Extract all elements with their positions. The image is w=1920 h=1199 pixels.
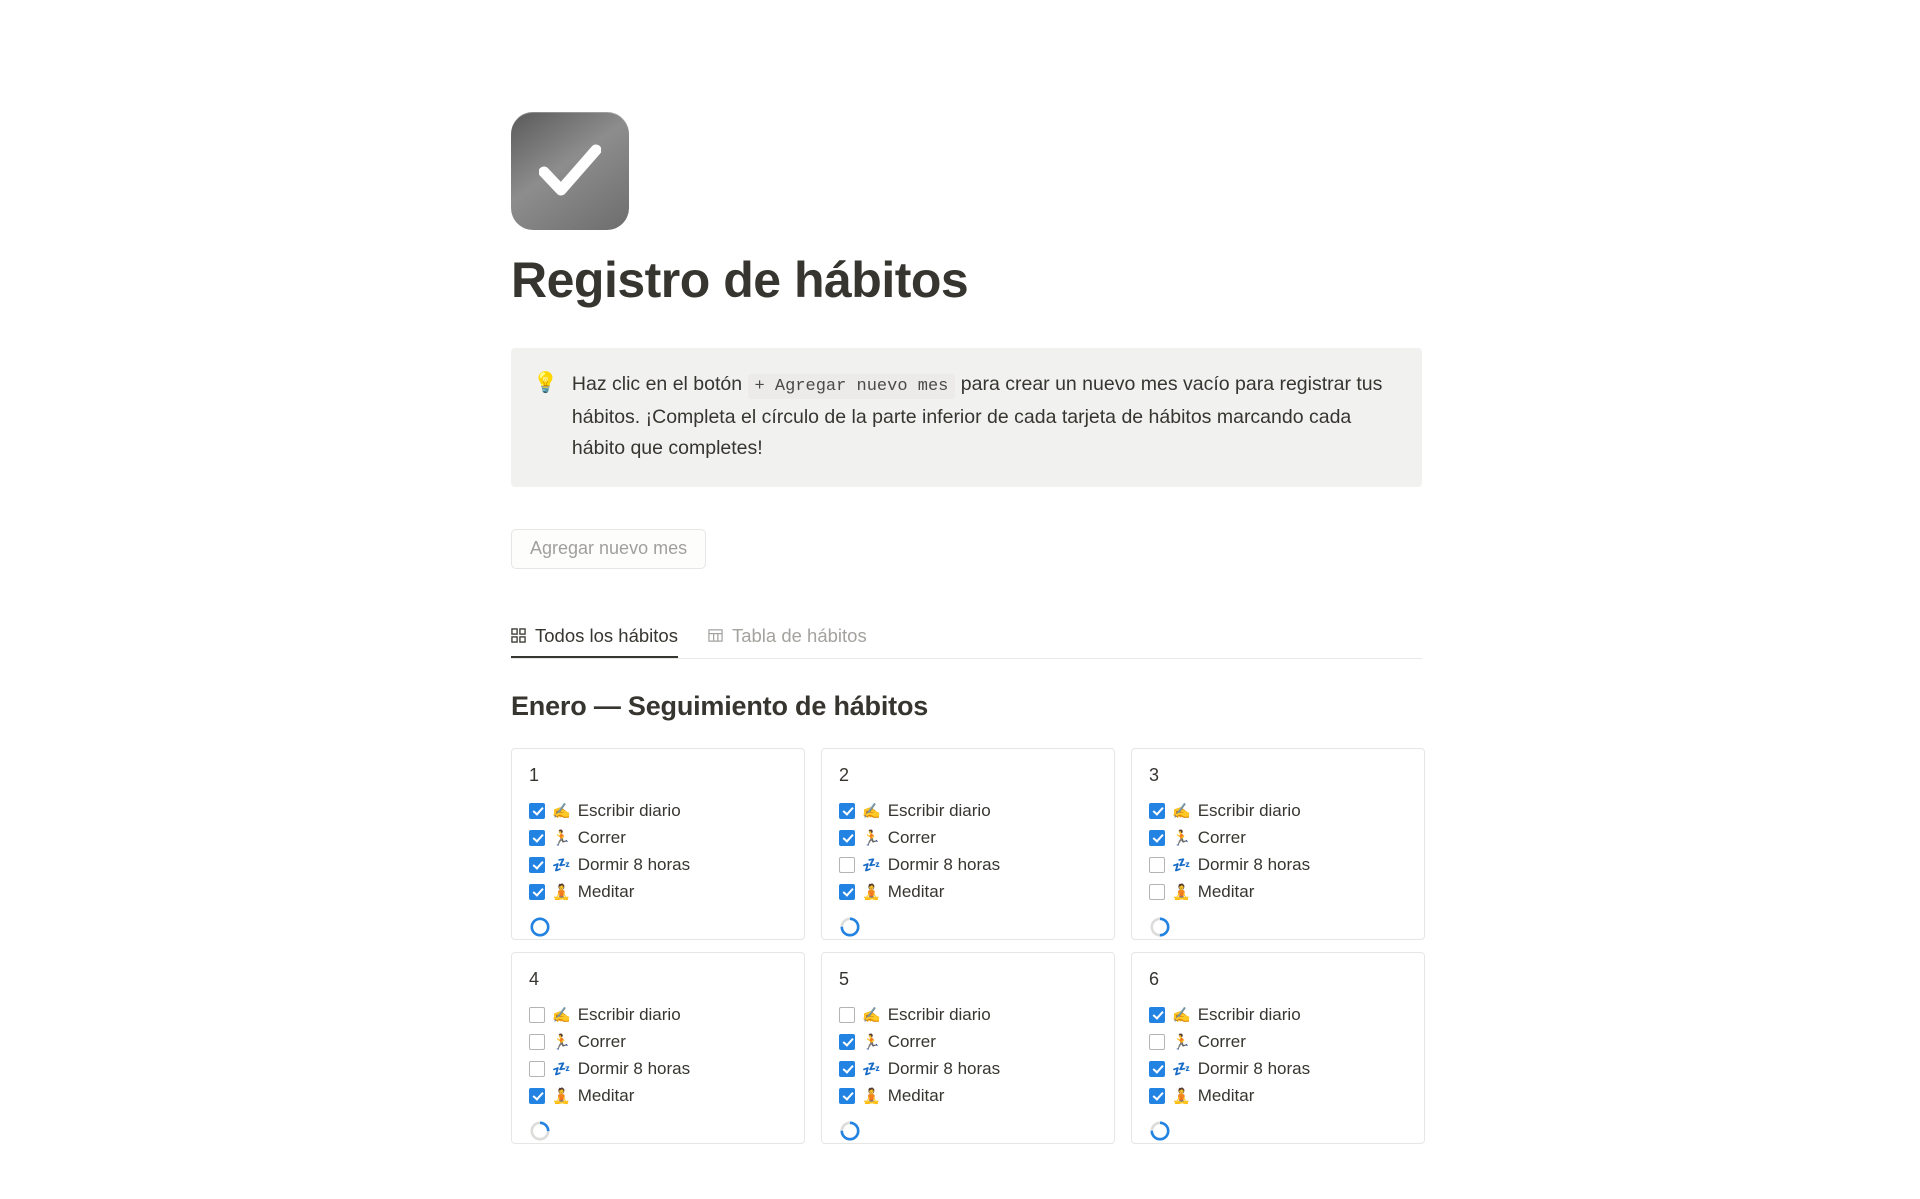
habit-checkbox[interactable] [1149,884,1165,900]
habit-emoji-icon: 🧘 [1172,1087,1191,1105]
habit-progress-ring [839,1120,861,1142]
table-view-icon [708,628,723,643]
habit-card-day: 5 [839,968,850,989]
callout-text [572,369,1398,464]
habit-row [1149,798,1407,825]
habit-row [529,1056,787,1083]
habit-label: Correr [1197,828,1246,847]
habit-row [839,825,1097,852]
tab-all-habits[interactable] [511,625,678,658]
habit-checkbox[interactable] [529,1034,545,1050]
page-content [511,0,1431,1144]
habit-emoji-icon: 🏃 [1172,1033,1191,1051]
habit-checkbox[interactable] [529,1007,545,1023]
callout [511,348,1422,487]
habit-row [839,1083,1097,1110]
habit-emoji-icon: ✍️ [1172,802,1191,820]
habit-row [1149,879,1407,906]
habit-emoji-icon: 🧘 [862,883,881,901]
callout-inline-code: + Agregar nuevo mes [748,374,956,399]
habit-checkbox[interactable] [1149,1088,1165,1104]
habit-emoji-icon: 💤 [552,856,571,874]
habit-emoji-icon: 🏃 [552,829,571,847]
habit-checkbox[interactable] [529,1088,545,1104]
habit-checkbox[interactable] [1149,830,1165,846]
habit-row [839,798,1097,825]
habit-row [529,1083,787,1110]
callout-text-after: para crear un nuevo mes vacío para registrar tus hábitos. ¡Completa el círculo de la parte inferior de cada tarjeta de hábitos marcando cada hábito que completes! [571,372,1383,459]
habit-card-day: 4 [529,968,540,989]
habit-checkbox[interactable] [839,830,855,846]
habit-label: Escribir diario [1197,1005,1301,1024]
habit-progress-ring [529,916,551,938]
habit-checkbox[interactable] [1149,803,1165,819]
habit-card-day: 2 [839,764,850,785]
add-new-month-button[interactable]: Agregar nuevo mes [511,529,706,569]
habit-card-day: 1 [529,764,540,785]
habit-row [529,798,787,825]
habit-row [529,879,787,906]
habit-emoji-icon: 🧘 [552,1087,571,1105]
habit-progress-ring [1149,916,1171,938]
habit-card-day: 6 [1149,968,1160,989]
habit-checkbox[interactable] [839,857,855,873]
tab-habits-table[interactable] [708,625,867,658]
habit-emoji-icon: ✍️ [1172,1006,1191,1024]
habit-row [529,1029,787,1056]
habit-emoji-icon: ✍️ [552,802,571,820]
habit-label: Escribir diario [887,801,991,820]
habit-row [1149,825,1407,852]
habit-row [529,1002,787,1029]
habit-label: Meditar [887,882,945,901]
habit-label: Dormir 8 horas [577,1059,691,1078]
habit-label: Escribir diario [887,1005,991,1024]
habit-card [511,748,805,940]
habit-progress-ring [1149,1120,1171,1142]
habit-checkbox[interactable] [529,857,545,873]
habit-checkbox[interactable] [1149,1061,1165,1077]
habit-emoji-icon: ✍️ [862,802,881,820]
tab-habits-table-label: Tabla de hábitos [731,624,867,646]
habit-checkbox[interactable] [1149,1007,1165,1023]
habit-row [1149,852,1407,879]
page-title: Registro de hábitos [511,252,969,308]
habit-emoji-icon: ✍️ [552,1006,571,1024]
habit-emoji-icon: 🏃 [1172,829,1191,847]
habit-label: Correr [887,1032,936,1051]
habit-checkbox[interactable] [1149,1034,1165,1050]
habit-checkbox[interactable] [839,884,855,900]
habit-checkbox[interactable] [839,1034,855,1050]
habit-row [839,852,1097,879]
habit-label: Correr [577,1032,626,1051]
habit-label: Dormir 8 horas [1197,855,1311,874]
habit-checkbox[interactable] [529,884,545,900]
habit-cards-grid [511,748,1431,1144]
callout-text-before: Haz clic en el botón [571,372,743,395]
habit-row [529,852,787,879]
habit-row [529,825,787,852]
habit-card [511,952,805,1144]
habit-checkbox[interactable] [529,830,545,846]
habit-label: Escribir diario [577,801,681,820]
habit-label: Escribir diario [1197,801,1301,820]
habit-progress-ring [529,1120,551,1142]
habit-progress-ring [839,916,861,938]
habit-label: Correr [1197,1032,1246,1051]
habit-label: Meditar [577,1086,635,1105]
habit-emoji-icon: 🧘 [1172,883,1191,901]
grid-view-icon [511,628,526,643]
habit-emoji-icon: ✍️ [862,1006,881,1024]
habit-emoji-icon: 🏃 [862,829,881,847]
habit-label: Meditar [577,882,635,901]
habit-card [1131,748,1425,940]
habit-label: Escribir diario [577,1005,681,1024]
habit-emoji-icon: 💤 [862,856,881,874]
habit-emoji-icon: 💤 [552,1060,571,1078]
habit-emoji-icon: 🧘 [862,1087,881,1105]
habit-row [839,1029,1097,1056]
habit-card [1131,952,1425,1144]
checkmark-app-icon [511,112,629,230]
habit-emoji-icon: 🏃 [862,1033,881,1051]
habit-emoji-icon: 🏃 [552,1033,571,1051]
habit-row [1149,1002,1407,1029]
habit-checkbox[interactable] [839,803,855,819]
habit-label: Dormir 8 horas [577,855,691,874]
view-tabs [511,617,1422,659]
tab-all-habits-label: Todos los hábitos [535,624,678,646]
habit-checkbox[interactable] [839,1061,855,1077]
habit-label: Meditar [1197,1086,1255,1105]
habit-checkbox[interactable] [839,1088,855,1104]
habit-row [839,1056,1097,1083]
habit-checkbox[interactable] [529,803,545,819]
habit-card-day: 3 [1149,764,1160,785]
habit-row [1149,1029,1407,1056]
habit-row [1149,1083,1407,1110]
habit-label: Meditar [1197,882,1255,901]
habit-label: Dormir 8 horas [1197,1059,1311,1078]
habit-emoji-icon: 💤 [1172,1060,1191,1078]
habit-checkbox[interactable] [839,1007,855,1023]
habit-emoji-icon: 💤 [862,1060,881,1078]
habit-card [821,748,1115,940]
habit-row [1149,1056,1407,1083]
habit-label: Meditar [887,1086,945,1105]
lightbulb-icon: 💡 [533,371,558,394]
habit-label: Dormir 8 horas [887,1059,1001,1078]
month-heading: Enero — Seguimiento de hábitos [511,690,929,721]
habit-checkbox[interactable] [1149,857,1165,873]
habit-label: Correr [887,828,936,847]
habit-checkbox[interactable] [529,1061,545,1077]
habit-row [839,879,1097,906]
habit-card [821,952,1115,1144]
habit-row [839,1002,1097,1029]
habit-label: Correr [577,828,626,847]
habit-emoji-icon: 🧘 [552,883,571,901]
habit-emoji-icon: 💤 [1172,856,1191,874]
habit-label: Dormir 8 horas [887,855,1001,874]
